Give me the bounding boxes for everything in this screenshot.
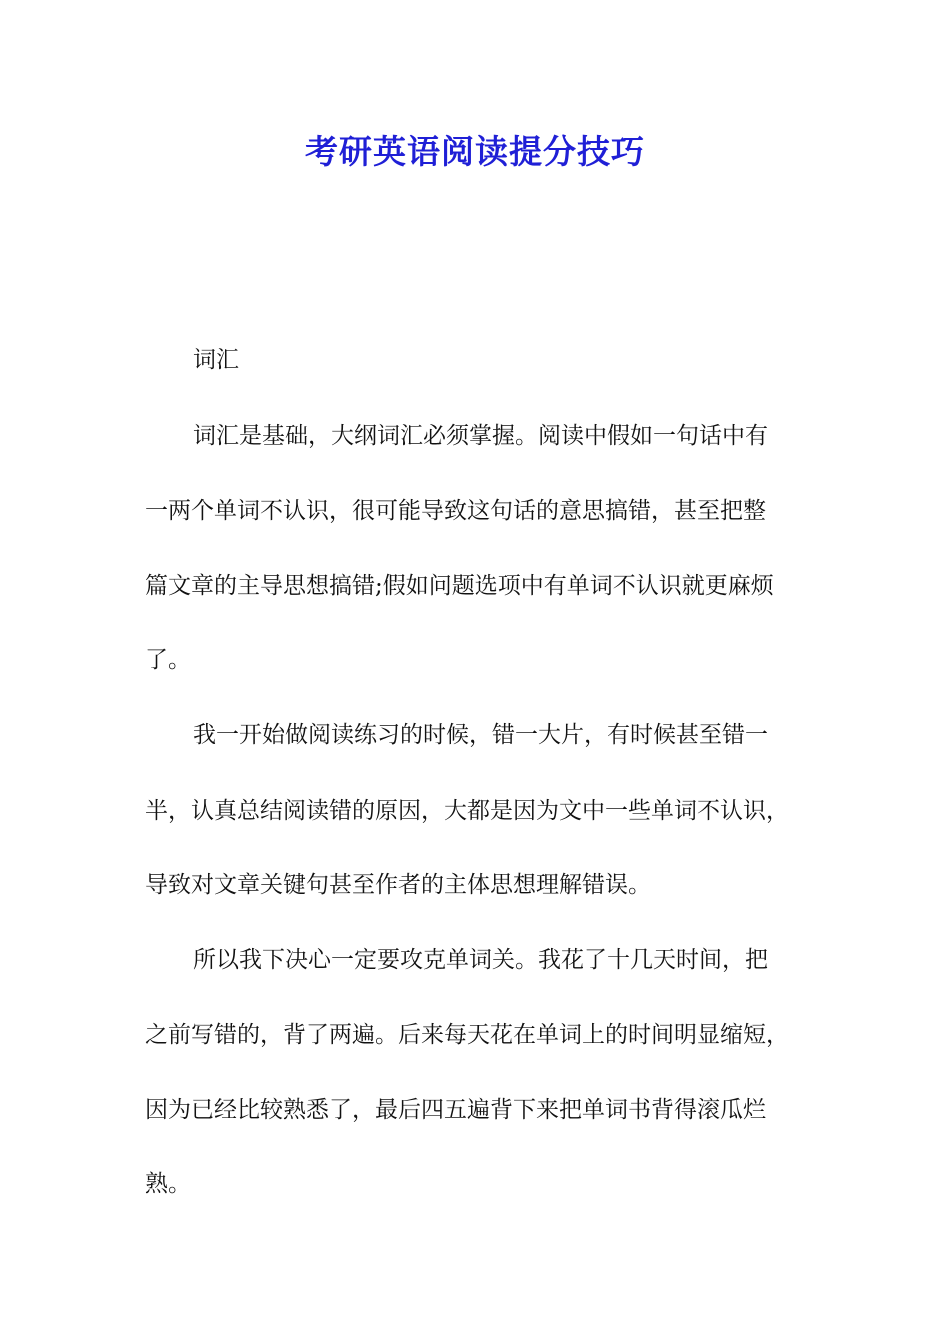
paragraph-line: 篇文章的主导思想搞错;假如问题选项中有单词不认识就更麻烦 [145, 573, 774, 599]
paragraph-line: 词汇是基础，大纲词汇必须掌握。阅读中假如一句话中有 [193, 423, 768, 449]
section-heading: 词汇 [193, 347, 239, 373]
paragraph-line: 之前写错的，背了两遍。后来每天花在单词上的时间明显缩短， [145, 1022, 789, 1048]
paragraph-line: 熟。 [145, 1171, 191, 1197]
paragraph-line: 导致对文章关键句甚至作者的主体思想理解错误。 [145, 872, 651, 898]
paragraph-line: 半，认真总结阅读错的原因，大都是因为文中一些单词不认识， [145, 798, 789, 824]
document-title: 考研英语阅读提分技巧 [305, 132, 645, 171]
paragraph-line: 因为已经比较熟悉了，最后四五遍背下来把单词书背得滚瓜烂 [145, 1097, 766, 1123]
paragraph-line: 所以我下决心一定要攻克单词关。我花了十几天时间，把 [193, 947, 768, 973]
paragraph-line: 我一开始做阅读练习的时候，错一大片，有时候甚至错一 [193, 722, 768, 748]
paragraph-line: 一两个单词不认识，很可能导致这句话的意思搞错，甚至把整 [145, 498, 766, 524]
paragraph-line: 了。 [145, 647, 191, 673]
